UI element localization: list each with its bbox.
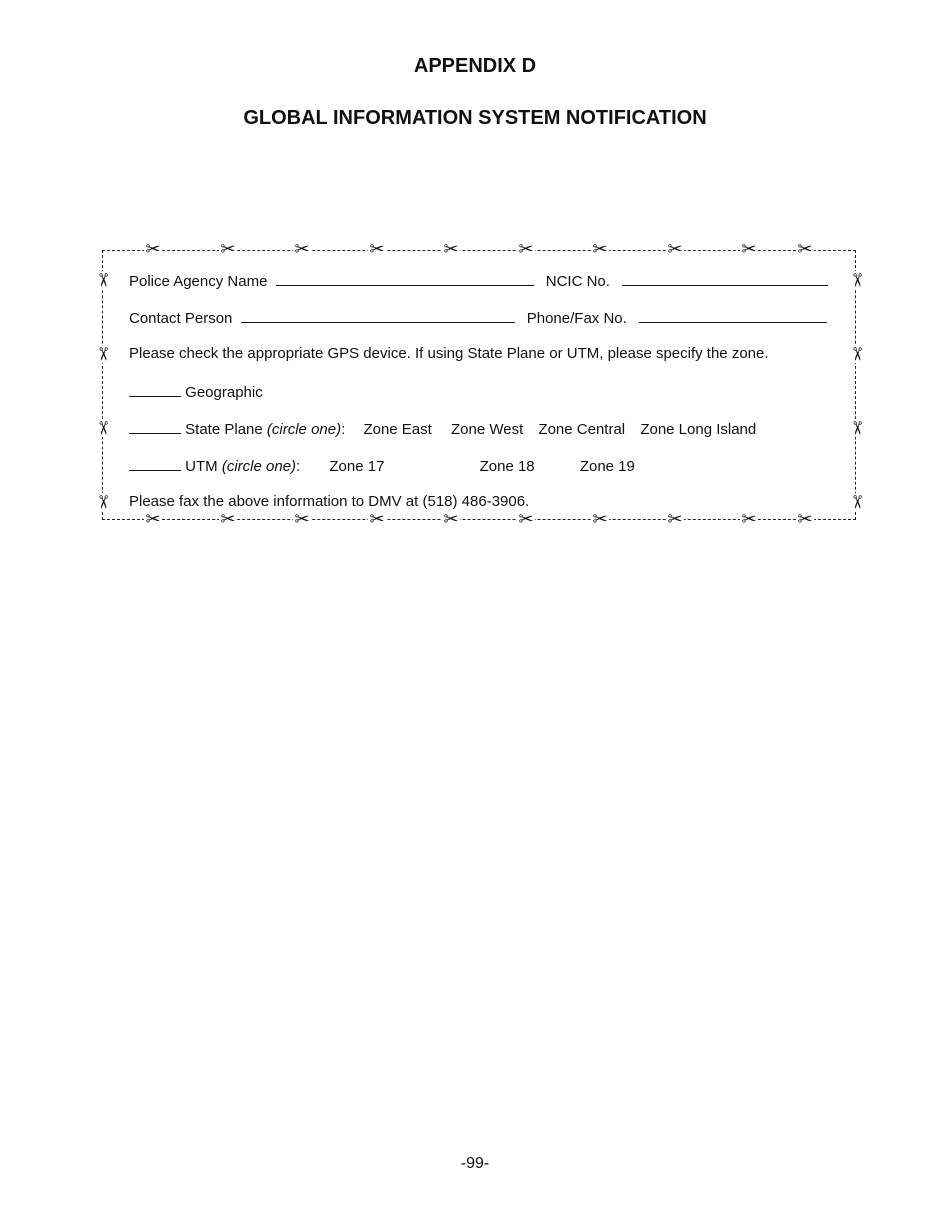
scissors-icon: ✂ [741, 239, 757, 260]
colon: : [296, 458, 301, 475]
scissors-icon: ✂ [92, 420, 113, 436]
scissors-icon: ✂ [667, 239, 683, 260]
circle-one-note: (circle one) [266, 421, 342, 438]
scissors-icon: ✂ [220, 509, 236, 530]
ncic-label: NCIC No. [545, 273, 610, 290]
scissors-icon: ✂ [592, 509, 608, 530]
scissors-icon: ✂ [797, 509, 813, 530]
agency-row [129, 271, 828, 291]
agency-label: Police Agency Name [129, 273, 268, 290]
scissors-icon: ✂ [369, 239, 385, 260]
utm-label: UTM [185, 458, 218, 475]
geographic-row [129, 382, 263, 402]
scissors-icon: ✂ [846, 494, 867, 510]
zone-option-19[interactable]: Zone 19 [579, 458, 635, 475]
scissors-icon: ✂ [846, 272, 867, 288]
zone-option-west[interactable]: Zone West [450, 421, 524, 438]
circle-one-note: (circle one) [221, 458, 297, 475]
utm-checkbox[interactable] [129, 456, 181, 471]
scissors-icon: ✂ [518, 509, 534, 530]
agency-name-field[interactable] [276, 271, 534, 286]
scissors-icon: ✂ [92, 272, 113, 288]
scissors-icon: ✂ [220, 239, 236, 260]
gps-instruction: Please check the appropriate GPS device. If using State Plane or UTM, please specify the zone. [129, 345, 769, 362]
scissors-icon: ✂ [667, 509, 683, 530]
scissors-icon: ✂ [846, 346, 867, 362]
geographic-label: Geographic [185, 384, 263, 401]
scissors-icon: ✂ [294, 239, 310, 260]
state-plane-checkbox[interactable] [129, 419, 181, 434]
state-plane-row [129, 419, 756, 439]
scissors-icon: ✂ [443, 239, 459, 260]
zone-option-east[interactable]: Zone East [363, 421, 432, 438]
fax-note: Please fax the above information to DMV at (518) 486-3906. [129, 493, 530, 510]
scissors-icon: ✂ [443, 509, 459, 530]
contact-row [129, 308, 827, 328]
appendix-heading: APPENDIX D [413, 55, 537, 77]
scissors-icon: ✂ [92, 494, 113, 510]
scissors-icon: ✂ [369, 509, 385, 530]
colon: : [341, 421, 346, 438]
phone-fax-field[interactable] [639, 308, 827, 323]
page-number: -99- [460, 1155, 490, 1172]
scissors-icon: ✂ [145, 509, 161, 530]
scissors-icon: ✂ [846, 420, 867, 436]
state-plane-label: State Plane [185, 421, 263, 438]
scissors-icon: ✂ [741, 509, 757, 530]
phone-label: Phone/Fax No. [526, 310, 627, 327]
utm-row [129, 456, 635, 476]
scissors-icon: ✂ [592, 239, 608, 260]
scissors-icon: ✂ [145, 239, 161, 260]
ncic-number-field[interactable] [622, 271, 828, 286]
zone-option-long-island[interactable]: Zone Long Island [640, 421, 757, 438]
zone-option-18[interactable]: Zone 18 [479, 458, 535, 475]
zone-option-central[interactable]: Zone Central [538, 421, 626, 438]
page-title: GLOBAL INFORMATION SYSTEM NOTIFICATION [243, 107, 707, 129]
contact-person-field[interactable] [241, 308, 515, 323]
geographic-checkbox[interactable] [129, 382, 181, 397]
scissors-icon: ✂ [518, 239, 534, 260]
scissors-icon: ✂ [797, 239, 813, 260]
contact-label: Contact Person [129, 310, 233, 327]
scissors-icon: ✂ [294, 509, 310, 530]
zone-option-17[interactable]: Zone 17 [329, 458, 385, 475]
scissors-icon: ✂ [92, 346, 113, 362]
